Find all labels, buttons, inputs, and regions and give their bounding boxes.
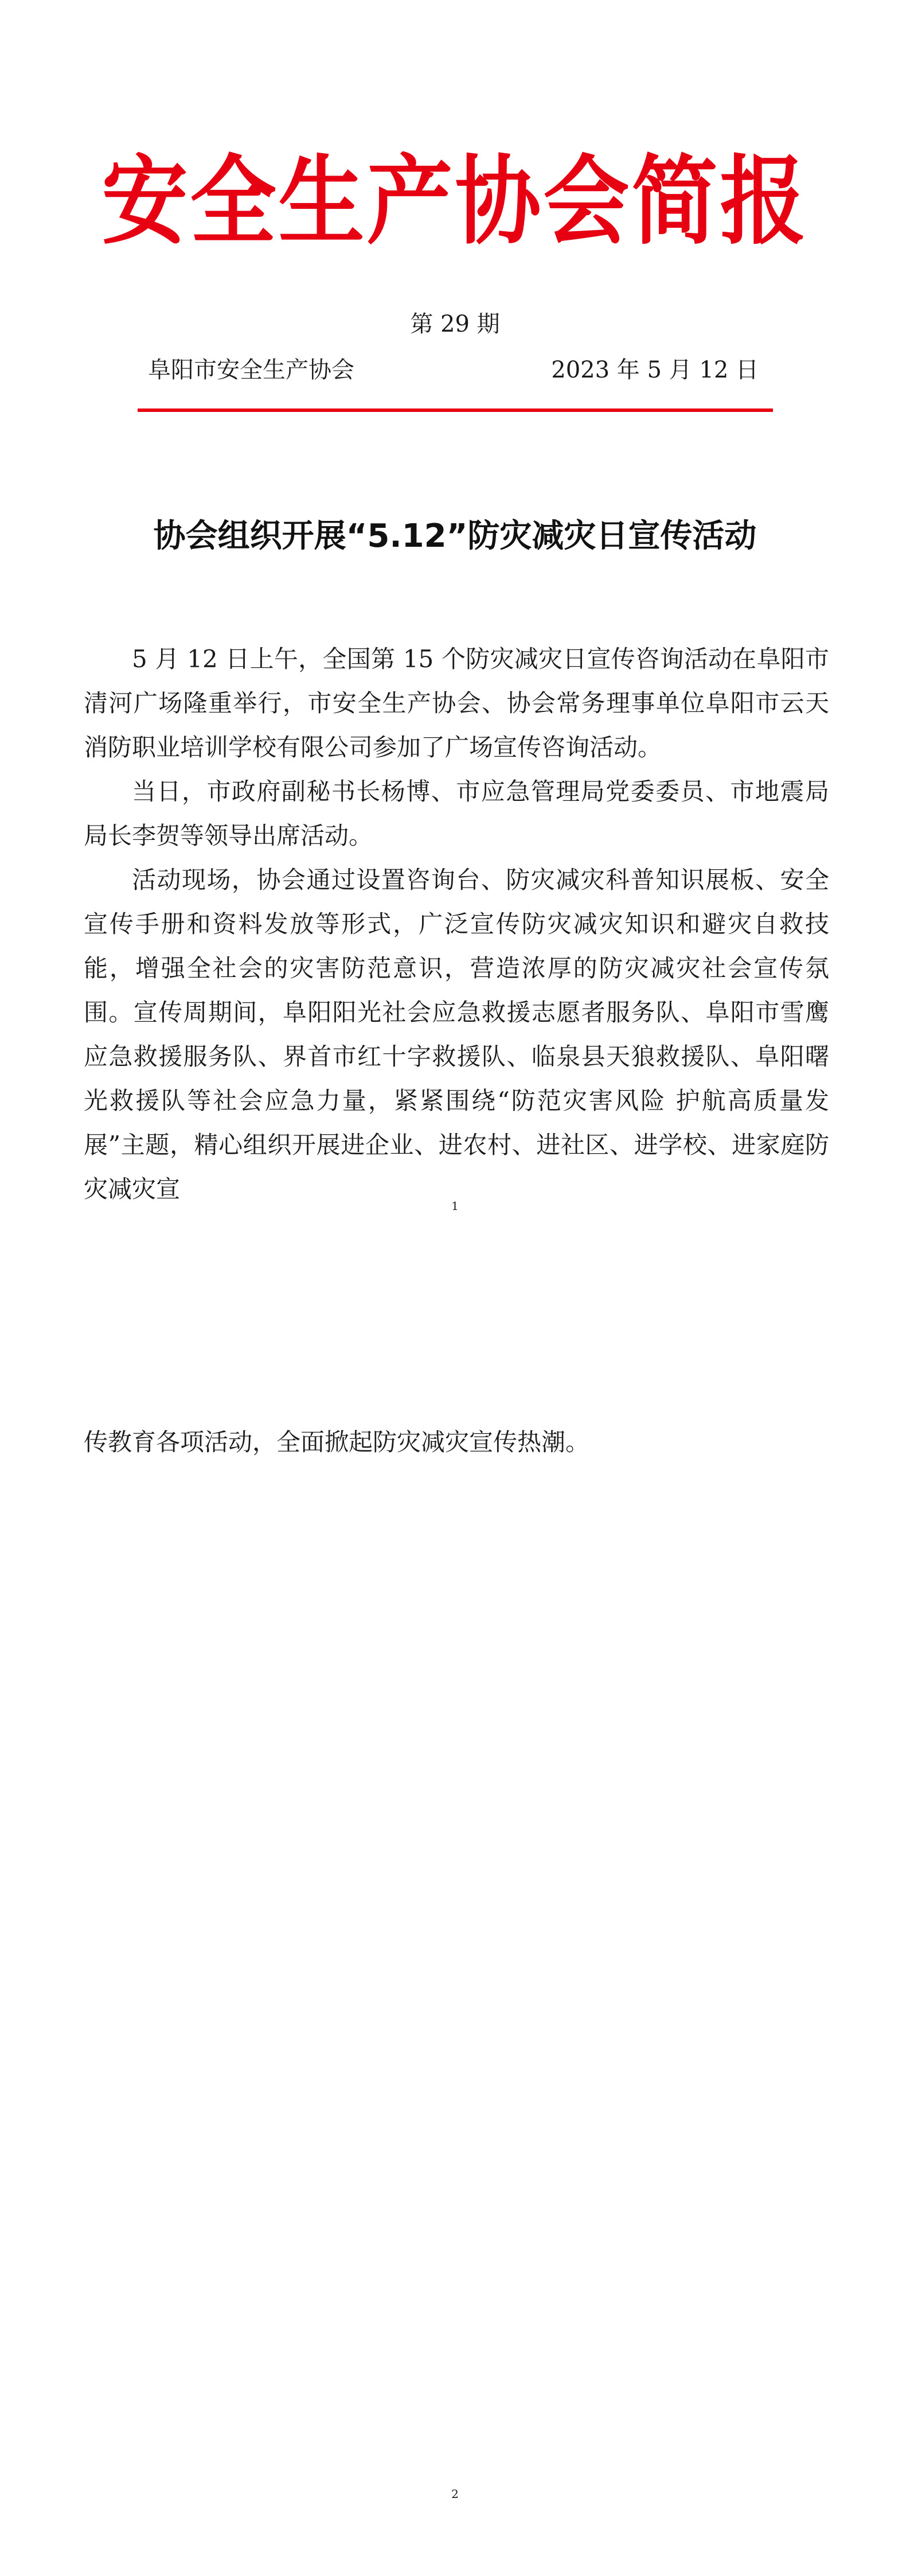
issue-date: 2023 年 5 月 12 日 [551,357,759,383]
paragraph: 5 月 12 日上午，全国第 15 个防灾减灾日宣传咨询活动在阜阳市清河广场隆重举行，市安全生产协会、协会常务理事单位阜阳市云天消防职业培训学校有限公司参加了广场宣传咨询活动。 [84,645,829,761]
masthead-title: 安全生产协会简报 [101,146,809,258]
red-divider [138,408,773,412]
page-2 [0,1288,910,2576]
page-number: 2 [451,2487,459,2501]
article-headline: 协会组织开展“5.12”防灾减灾日宣传活动 [153,517,757,555]
article-body [84,637,829,1211]
paragraph: 活动现场，协会通过设置咨询台、防灾减灾科普知识展板、安全宣传手册和资料发放等形式，广泛宣传防灾减灾知识和避灾自救技能，增强全社会的灾害防范意识，营造浓厚的防灾减灾社会宣传氛围。宣传周期间，阜阳阳光社会应急救援志愿者服务队、阜阳市雪鹰应急救援服务队、界首市红十字救援队、临泉县天狼救援队、阜阳曙光救援队等社会应急力量，紧紧围绕“防范灾害风险 护航高质量发展”主题，精心组织开展进企业、进农村、进社区、进学校、进家庭防灾减灾宣 [84,866,829,1203]
paragraph-continuation: 传教育各项活动，全面掀起防灾减灾宣传热潮。 [84,1428,590,1456]
paragraph: 当日，市政府副秘书长杨博、市应急管理局党委委员、市地震局局长李贺等领导出席活动。 [84,777,829,850]
issue-number: 第 29 期 [410,311,500,337]
issuing-organization: 阜阳市安全生产协会 [148,357,354,383]
page-number: 1 [451,1199,459,1213]
